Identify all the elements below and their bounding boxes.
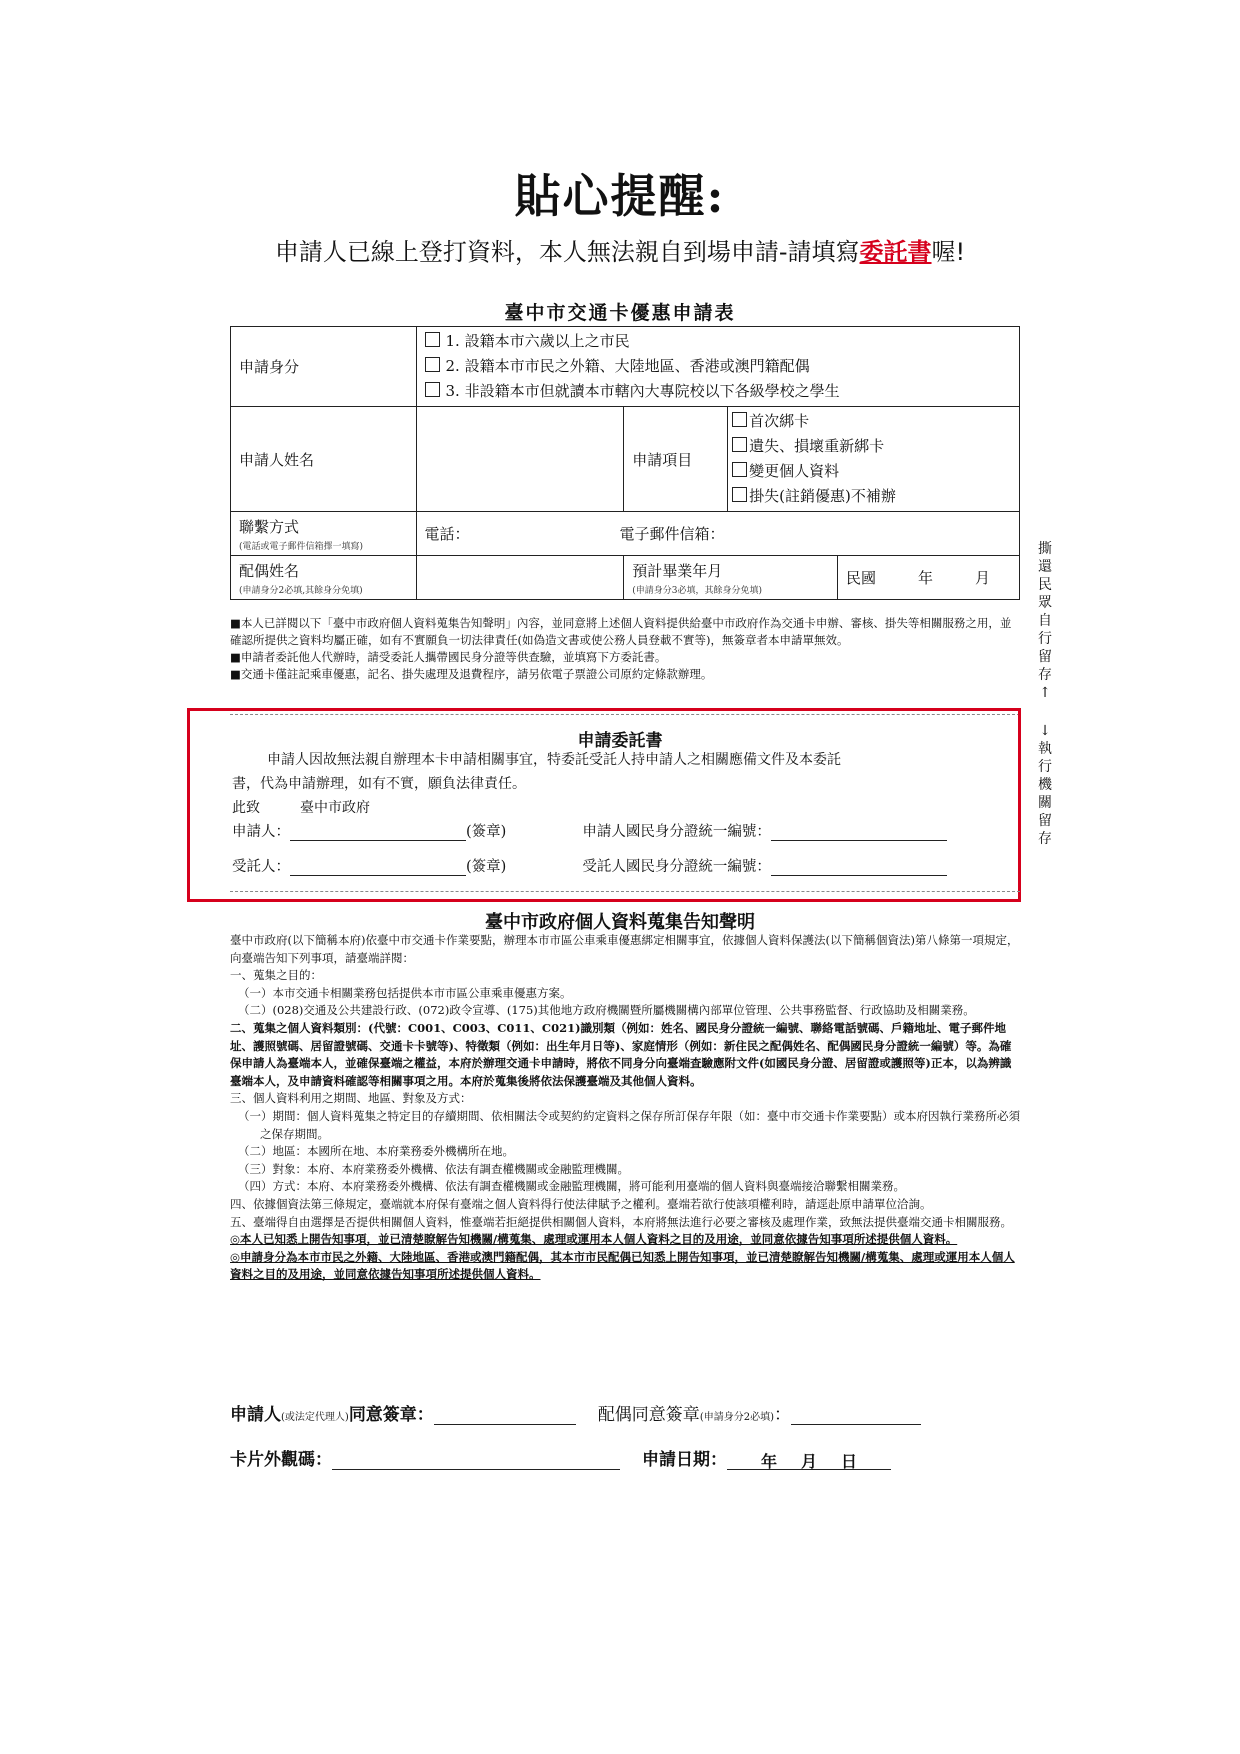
applicant-consent-label: 申請人 xyxy=(230,1405,281,1425)
applicant-consent-note: (或法定代理人) xyxy=(281,1412,349,1423)
application-table xyxy=(230,326,1020,600)
identity-option-3[interactable] xyxy=(425,379,1011,404)
item-option-label: 掛失(註銷優惠)不補辦 xyxy=(749,487,896,505)
year-label: 年 xyxy=(760,1452,777,1471)
email-label: 電子郵件信箱： xyxy=(619,525,725,543)
notes xyxy=(230,615,1020,683)
item-label: 申請項目 xyxy=(624,407,728,512)
grad-label: 預計畢業年月 xyxy=(632,561,723,580)
notice-paragraph: 四、依據個資法第三條規定，臺端就本府保有臺端之個人資料得行使法律賦予之權利。臺端若欲行使該項權利時，請逕赴原申請單位洽詢。 xyxy=(230,1196,932,1211)
notice-paragraph: 臺中市政府(以下簡稱本府)依臺中市交通卡作業要點，辦理本市市區公車乘車優惠綁定相關事宜，依據個人資料保護法(以下簡稱個資法)第八條第一項規定，向臺端告知下列事項，請臺端詳閱： xyxy=(230,933,1019,965)
item-option-1[interactable] xyxy=(732,409,1015,434)
identity-option-label: 3. 非設籍本市但就讀本市轄內大專院校以下各級學校之學生 xyxy=(445,382,840,400)
item-option-label: 遺失、損壞重新綁卡 xyxy=(749,437,885,455)
item-option-label: 變更個人資料 xyxy=(749,462,840,480)
spouse-name-field[interactable] xyxy=(416,556,624,600)
applicant-consent-colon: 同意簽章： xyxy=(348,1405,434,1425)
identity-option-label: 1. 設籍本市六歲以上之市民 xyxy=(445,332,630,350)
month-label: 月 xyxy=(975,569,991,587)
grad-label-cell xyxy=(624,556,838,600)
item-option-3[interactable] xyxy=(732,459,1015,484)
side-note-bottom: ↓執行機關留存 xyxy=(1038,723,1052,847)
checkbox-icon[interactable] xyxy=(732,462,747,477)
to-value: 臺中市政府 xyxy=(300,800,370,816)
consent-statement: ◎本人已知悉上開告知事項，並已清楚瞭解告知機關/構蒐集、處理或運用本人個人資料之目的及用途，並同意依據告知事項所述提供個人資料。 xyxy=(230,1232,958,1247)
card-code-line[interactable] xyxy=(332,1449,620,1470)
authorization-body xyxy=(232,748,1002,820)
notice-paragraph: 二、蒐集之個人資料類別：(代號：C001、C003、C011、C021)識別類（例如：姓名、國民身分證統一編號、聯絡電話號碼、戶籍地址、電子郵件地址、護照號碼、居留證號碼、交通卡卡號等)、特徵類（例如：出生年月日等)、家庭情形（例如：新住民之配偶姓名、配偶國民身分證統一編號）等。為確保申請人為臺端本人，並確保臺端之權益，本府於辦理交通卡申請時，將依不同身分向臺端查驗應附文件(如國民身分證、居留證或護照等)正本，以為辨識臺端本人，及申請資料確認等相關事項之用。本府於蒐集後將依法保護臺端及其他個人資料。 xyxy=(230,1020,1012,1088)
consent-sign-row xyxy=(230,1400,921,1425)
name-label: 申請人姓名 xyxy=(231,407,417,512)
notice-subitem: （三）對象：本府、本府業務委外機構、依法有調查權機關或金融監理機關。 xyxy=(238,1161,629,1176)
notice-subitem: （四）方式：本府、本府業務委外機構、依法有調查權機關或金融監理機關，將可能利用臺端的個人資料與臺端接洽聯繫相關業務。 xyxy=(238,1179,905,1194)
grad-date-field[interactable] xyxy=(838,556,1020,600)
identity-label: 申請身分 xyxy=(231,327,417,407)
checkbox-icon[interactable] xyxy=(425,357,440,372)
seal-label: (簽章) xyxy=(466,859,507,875)
spouse-note: (申請身分2必填,其餘身分免填) xyxy=(239,585,363,596)
spouse-label-cell xyxy=(231,556,417,600)
item-option-label: 首次綁卡 xyxy=(749,412,810,430)
trustee-sign-line[interactable] xyxy=(290,859,466,876)
trustee-id-label: 受託人國民身分證統一編號： xyxy=(582,859,771,875)
to-label: 此致 xyxy=(232,800,260,816)
date-label: 申請日期： xyxy=(642,1450,727,1470)
trustee-id-line[interactable] xyxy=(771,859,947,876)
subtitle-end: 喔! xyxy=(931,238,966,266)
name-row xyxy=(231,407,1020,512)
notice-paragraph: 三、個人資料利用之期間、地區、對象及方式： xyxy=(230,1091,472,1106)
name-field[interactable] xyxy=(416,407,624,512)
checkbox-icon[interactable] xyxy=(425,332,440,347)
checkbox-icon[interactable] xyxy=(732,412,747,427)
trustee-sign-row xyxy=(232,855,1022,876)
note-item: ■申請者委託他人代辦時，請受委託人攜帶國民身分證等供查驗，並填寫下方委託書。 xyxy=(230,650,667,664)
month-label: 月 xyxy=(800,1452,817,1471)
trustee-label: 受託人： xyxy=(232,859,290,875)
subtitle-highlight: 委託書 xyxy=(859,238,932,266)
note-item: ■本人已詳閱以下「臺中市政府個人資料蒐集告知聲明」內容，並同意將上述個人資料提供給臺中市政府作為交通卡申辦、審核、掛失等相關服務之用，並確認所提供之資料均屬正確，如有不實願負一切法律責任(如偽造文書或使公務人員登載不實等)，無簽章者本申請單無效。 xyxy=(230,616,1012,647)
card-date-row xyxy=(230,1445,891,1470)
card-code-label: 卡片外觀碼： xyxy=(230,1450,332,1470)
identity-option-1[interactable] xyxy=(425,329,1011,354)
page-title: 貼心提醒: xyxy=(514,169,726,223)
identity-option-label: 2. 設籍本市市民之外籍、大陸地區、香港或澳門籍配偶 xyxy=(445,357,810,375)
year-label: 年 xyxy=(918,569,934,587)
authorization-text: 書，代為申請辦理，如有不實，願負法律責任。 xyxy=(232,776,526,792)
era-label: 民國 xyxy=(846,569,877,587)
phone-label: 電話： xyxy=(424,525,470,543)
contact-row xyxy=(231,512,1020,556)
note-item: ■交通卡僅註記乘車優惠，記名、掛失處理及退費程序，請另依電子票證公司原約定條款辦理。 xyxy=(230,667,713,681)
notice-subitem: （二）(028)交通及公共建設行政、(072)政令宣導、(175)其他地方政府機關暨所屬機關構內部單位管理、公共事務監督、行政協助及相關業務。 xyxy=(238,1003,975,1018)
subtitle-text: 申請人已線上登打資料，本人無法親自到場申請-請填寫 xyxy=(274,238,860,266)
checkbox-icon[interactable] xyxy=(732,487,747,502)
item-option-2[interactable] xyxy=(732,434,1015,459)
applicant-id-line[interactable] xyxy=(771,824,947,841)
applicant-label: 申請人： xyxy=(232,824,290,840)
privacy-notice xyxy=(230,932,1022,1284)
side-note-top: 撕還民眾自行留存↑ xyxy=(1038,541,1052,701)
notice-subitem: （一）本市交通卡相關業務包括提供本市市區公車乘車優惠方案。 xyxy=(238,985,572,1000)
consent-statement: ◎申請身分為本市市民之外籍、大陸地區、香港或澳門籍配偶，其本市市民配偶已知悉上開告知事項，並已清楚瞭解告知機關/構蒐集、處理或運用本人個人資料之目的及用途，並同意依據告知事項所述提供個人資料。 xyxy=(230,1249,1015,1282)
authorization-to xyxy=(232,796,1002,820)
identity-row xyxy=(231,327,1020,407)
notice-subitem: （二）地區：本國所在地、本府業務委外機構所在地。 xyxy=(238,1144,514,1159)
spouse-consent-label: 配偶同意簽章 xyxy=(597,1405,700,1425)
date-line[interactable] xyxy=(727,1449,891,1470)
applicant-sign-line[interactable] xyxy=(290,824,466,841)
applicant-consent-line[interactable] xyxy=(434,1404,576,1425)
contact-field[interactable] xyxy=(416,512,1019,556)
notice-subitem: （一）期間：個人資料蒐集之特定目的存續期間、依相關法令或契約約定資料之保存所訂保存年限（如：臺中市交通卡作業要點）或本府因執行業務所必須之保存期間。 xyxy=(238,1108,1020,1141)
item-option-4[interactable] xyxy=(732,484,1015,509)
applicant-sign-row xyxy=(232,820,1022,841)
identity-options xyxy=(416,327,1019,407)
form-title: 臺中市交通卡優惠申請表 xyxy=(504,302,736,324)
spouse-consent-colon: ： xyxy=(773,1405,791,1425)
tear-line-bottom xyxy=(230,891,1020,892)
contact-note: (電話或電子郵件信箱擇一填寫) xyxy=(239,541,364,552)
spouse-consent-line[interactable] xyxy=(791,1404,921,1425)
notice-title: 臺中市政府個人資料蒐集告知聲明 xyxy=(485,912,755,933)
notice-paragraph: 一、蒐集之目的： xyxy=(230,968,322,983)
identity-option-2[interactable] xyxy=(425,354,1011,379)
page-subtitle xyxy=(0,232,1240,267)
contact-label-cell xyxy=(231,512,417,556)
checkbox-icon[interactable] xyxy=(732,437,747,452)
notice-paragraph: 五、臺端得自由選擇是否提供相關個人資料，惟臺端若拒絕提供相關個人資料，本府將無法進行必要之審核及處理作業，致無法提供臺端交通卡相關服務。 xyxy=(230,1214,1012,1229)
applicant-id-label: 申請人國民身分證統一編號： xyxy=(582,824,771,840)
seal-label: (簽章) xyxy=(466,824,507,840)
contact-label: 聯繫方式 xyxy=(239,517,300,536)
day-label: 日 xyxy=(841,1452,858,1471)
spouse-consent-note: (申請身分2必填) xyxy=(699,1412,774,1423)
grad-note: (申請身分3必填，其餘身分免填) xyxy=(632,585,762,596)
authorization-text: 申請人因故無法親自辦理本卡申請相關事宜，特委託受託人持申請人之相關應備文件及本委託 xyxy=(267,752,841,768)
authorization-title: 申請委託書 xyxy=(577,731,663,751)
spouse-label: 配偶姓名 xyxy=(239,561,300,580)
item-options xyxy=(728,407,1020,512)
spouse-row xyxy=(231,556,1020,600)
checkbox-icon[interactable] xyxy=(425,382,440,397)
